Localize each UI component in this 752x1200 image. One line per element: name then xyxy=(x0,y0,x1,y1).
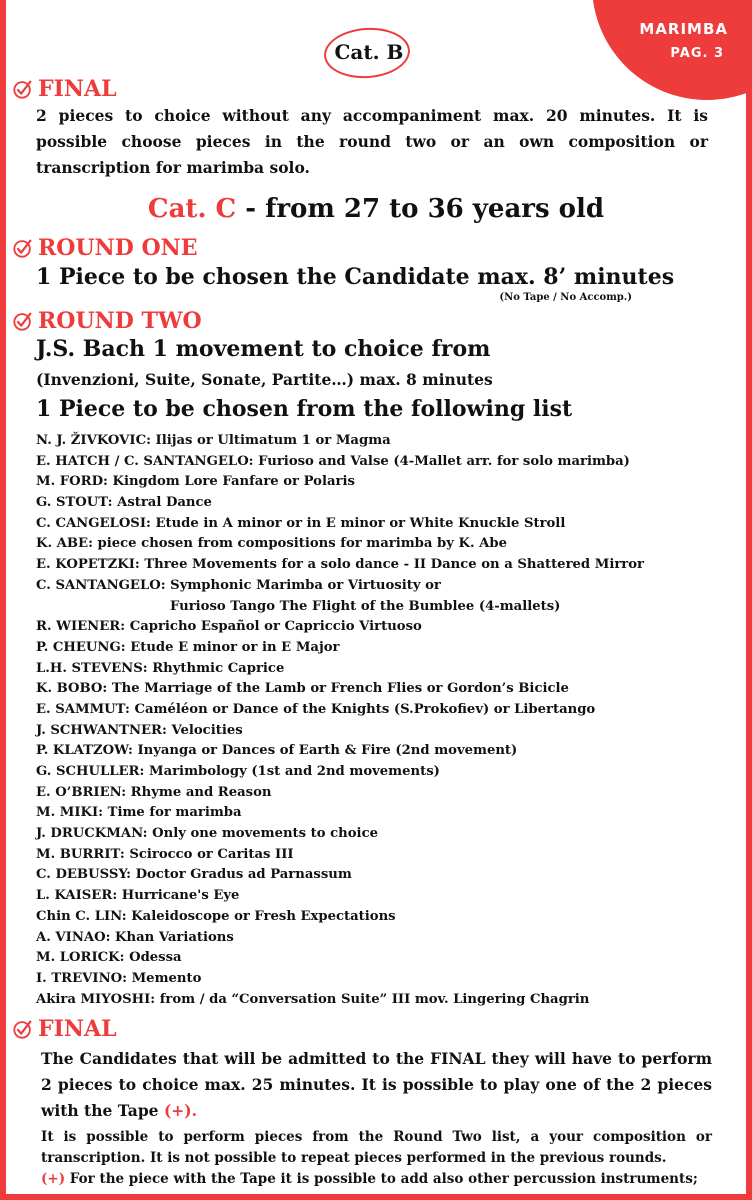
final-heading-b-label: FINAL xyxy=(38,76,117,102)
final-heading-c-label: FINAL xyxy=(38,1016,117,1042)
list-item: A. VINAO: Khan Variations xyxy=(36,929,234,945)
final-c-note-1: It is possible to perform pieces from the Round Two list, a your composition or transcription. It is not possible to repeat pieces performed in the previous rounds. xyxy=(41,1129,712,1166)
final-b-text: 2 pieces to choice without any accompaniment max. 20 minutes. It is possible choose pieces in the round two or an own composition or transcription for marimba solo. xyxy=(36,106,708,177)
badge-instrument: MARIMBA xyxy=(639,20,728,38)
list-item: P. CHEUNG: Etude E minor or in E Major xyxy=(36,639,340,655)
piece-list xyxy=(36,431,736,1010)
check-circle-icon xyxy=(12,310,34,332)
list-item: R. WIENER: Capricho Español or Capriccio Virtuoso xyxy=(36,619,422,635)
list-item: M. LORICK: Odessa xyxy=(36,950,182,966)
tape-mark: (+). xyxy=(163,1101,197,1120)
final-heading-b xyxy=(12,76,117,102)
list-item: M. BURRIT: Scirocco or Caritas III xyxy=(36,846,294,862)
list-item: C. DEBUSSY: Doctor Gradus ad Parnassum xyxy=(36,867,352,883)
check-circle-icon xyxy=(12,237,34,259)
list-item: P. KLATZOW: Inyanga or Dances of Earth & Fire (2nd movement) xyxy=(36,743,518,759)
check-circle-icon xyxy=(12,78,34,100)
plus-mark: (+) xyxy=(41,1171,66,1187)
final-heading-c xyxy=(12,1016,117,1042)
list-item: L.H. STEVENS: Rhythmic Caprice xyxy=(36,660,285,676)
list-item: J. SCHWANTNER: Velocities xyxy=(36,722,243,738)
cat-b-text: Cat. B xyxy=(334,40,404,64)
final-c-text-main: The Candidates that will be admitted to the FINAL they will have to perform 2 pieces to choice max. 25 minutes. It is possible to play one of the 2 pieces with the Tape xyxy=(41,1049,712,1120)
cat-c-label: Cat. C xyxy=(147,194,237,224)
final-c-text xyxy=(41,1046,712,1124)
round-one-text: 1 Piece to be chosen the Candidate max. 8’ minutes xyxy=(36,264,675,290)
round-one-heading-label: ROUND ONE xyxy=(38,235,198,261)
list-item: J. DRUCKMAN: Only one movements to choice xyxy=(36,826,378,842)
list-item: I. TREVINO: Memento xyxy=(36,970,202,986)
list-item: E. HATCH / C. SANTANGELO: Furioso and Valse (4-Mallet arr. for solo marimba) xyxy=(36,453,630,469)
final-c-notes xyxy=(41,1127,712,1190)
list-item: G. SCHULLER: Marimbology (1st and 2nd movements) xyxy=(36,764,440,779)
cat-b-label xyxy=(324,28,414,80)
list-item: C. SANTANGELO: Symphonic Marimba or Virtuosity or xyxy=(36,577,441,593)
list-item: K. BOBO: The Marriage of the Lamb or French Flies or Gordon’s Bicicle xyxy=(36,681,569,697)
list-item: M. FORD: Kingdom Lore Fanfare or Polaris xyxy=(36,474,355,490)
cat-c-title xyxy=(0,194,752,224)
list-item: E. KOPETZKI: Three Movements for a solo dance - II Dance on a Shattered Mirror xyxy=(36,557,644,573)
list-item: C. CANGELOSI: Etude in A minor or in E minor or White Knuckle Stroll xyxy=(36,515,566,531)
cat-c-age-range: - from 27 to 36 years old xyxy=(236,194,605,224)
list-item: N. J. ŽIVKOVIC: Ilijas or Ultimatum 1 or Magma xyxy=(36,433,391,448)
final-c-note-2: For the piece with the Tape it is possible to add also other percussion instruments; xyxy=(65,1171,698,1187)
list-item-continuation: Furioso Tango The Flight of the Bumblee (4-mallets) xyxy=(170,598,561,614)
list-item: K. ABE: piece chosen from compositions for marimba by K. Abe xyxy=(36,536,508,552)
bach-title: J.S. Bach 1 movement to choice from xyxy=(36,336,491,362)
round-one-heading xyxy=(12,235,198,261)
frame-bottom-border xyxy=(0,1194,752,1200)
round-two-heading xyxy=(12,308,202,334)
piece-list-title: 1 Piece to be chosen from the following list xyxy=(36,396,573,422)
round-one-note: (No Tape / No Accomp.) xyxy=(499,292,632,303)
list-item: Akira MIYOSHI: from / da “Conversation Suite” III mov. Lingering Chagrin xyxy=(36,991,590,1007)
round-two-heading-label: ROUND TWO xyxy=(38,308,202,334)
bach-subtitle: (Invenzioni, Suite, Sonate, Partite…) max. 8 minutes xyxy=(36,370,493,389)
list-item: Chin C. LIN: Kaleidoscope or Fresh Expectations xyxy=(36,908,396,924)
list-item: G. STOUT: Astral Dance xyxy=(36,495,212,511)
frame-right-border xyxy=(746,0,752,1200)
list-item: L. KAISER: Hurricane's Eye xyxy=(36,888,240,904)
list-item: E. O’BRIEN: Rhyme and Reason xyxy=(36,784,272,800)
badge-page: PAG. 3 xyxy=(670,46,724,61)
list-item: M. MIKI: Time for marimba xyxy=(36,805,242,821)
frame-left-border xyxy=(0,0,6,1200)
check-circle-icon xyxy=(12,1018,34,1040)
list-item: E. SAMMUT: Caméléon or Dance of the Knights (S.Prokofiev) or Libertango xyxy=(36,701,596,717)
